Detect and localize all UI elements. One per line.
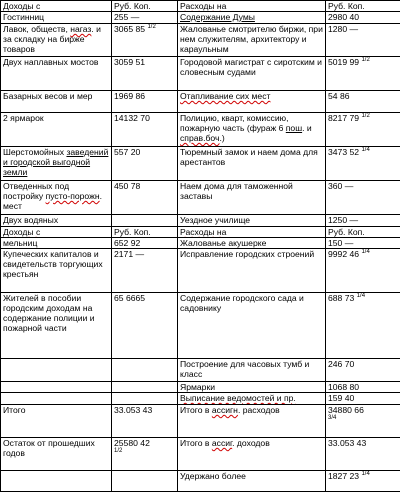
expense-item: Удержано более: [178, 471, 326, 492]
expense-item: Исправление городских строений: [178, 249, 326, 293]
expense-item: Отапливание сих мест: [178, 91, 326, 113]
income-item: Лавок, обществ, нагаз. и за складку на бирже товаров: [1, 24, 112, 57]
table-row: [1, 57, 400, 91]
income-unit-header: Руб. Коп.: [112, 1, 178, 12]
table-row: [1, 438, 400, 471]
income-value: 33.053 43: [112, 405, 178, 438]
income-item: мельниц: [1, 238, 112, 249]
income-value: [112, 471, 178, 492]
table-row: [1, 249, 400, 293]
income-value: [112, 359, 178, 382]
table-row: [1, 113, 400, 147]
expense-value: 1280 —: [326, 24, 400, 57]
expense-value: 2980 40: [326, 12, 400, 24]
income-value: 2171 —: [112, 249, 178, 293]
table-header-row: [1, 227, 400, 238]
table-row: [1, 91, 400, 113]
income-value: [112, 215, 178, 227]
table-header-row: [1, 1, 400, 12]
expense-item: Итого в ассиг. доходов: [178, 438, 326, 471]
income-item: [1, 359, 112, 382]
income-item: [1, 471, 112, 492]
income-item: Двух наплавных мостов: [1, 57, 112, 91]
expense-item: Построение для часовых тумб и класс: [178, 359, 326, 382]
table-row: [1, 293, 400, 359]
expense-value: 246 70: [326, 359, 400, 382]
expense-item: Полицию, кварт, комиссию, пожарную часть (фураж 6 пош. и справ.боч.): [178, 113, 326, 147]
table-row: [1, 393, 400, 405]
expense-value: 54 86: [326, 91, 400, 113]
expense-value: 3473 52 $^{1/4}$: [326, 147, 400, 181]
expense-value: 33.053 43: [326, 438, 400, 471]
expense-item: Наем дома для таможенной заставы: [178, 181, 326, 215]
expense-item: Выписание ведомостей и пр.: [178, 393, 326, 405]
table-row: [1, 12, 400, 24]
expense-value: 150 —: [326, 238, 400, 249]
expense-item: Жалованье акушерке: [178, 238, 326, 249]
table-row: [1, 382, 400, 393]
income-value: 1969 86: [112, 91, 178, 113]
income-value: 557 20: [112, 147, 178, 181]
expense-unit-header: Руб. Коп.: [326, 1, 400, 12]
expense-value: 360 —: [326, 181, 400, 215]
table-row: [1, 24, 400, 57]
income-item: Отведенных под постройку пусто-порожн. мест: [1, 181, 112, 215]
income-value: 65 6665: [112, 293, 178, 359]
expense-item: Жалованье смотрителю биржи, при нем служителям, архитектору и караульным: [178, 24, 326, 57]
table-row: [1, 147, 400, 181]
expense-value: 1250 —: [326, 215, 400, 227]
table-row: [1, 215, 400, 227]
income-value: [112, 393, 178, 405]
income-value: 3059 51: [112, 57, 178, 91]
expense-value: 1827 23 $^{1/4}$: [326, 471, 400, 492]
expense-item: Городовой магистрат с сиротским и словесным судами: [178, 57, 326, 91]
income-value: 652 92: [112, 238, 178, 249]
income-item: [1, 382, 112, 393]
income-item: [1, 393, 112, 405]
expense-unit-header: Руб. Коп.: [326, 227, 400, 238]
expense-value: 9992 46 $^{1/4}$: [326, 249, 400, 293]
expense-item: Ярмарки: [178, 382, 326, 393]
expense-header: Расходы на: [178, 1, 326, 12]
expense-value: 1068 80: [326, 382, 400, 393]
income-item: Остаток от прошедших годов: [1, 438, 112, 471]
income-value: [112, 382, 178, 393]
income-value: 450 78: [112, 181, 178, 215]
income-header: Доходы с: [1, 1, 112, 12]
income-item: 2 ярмарок: [1, 113, 112, 147]
income-item: Шерстомойных заведений и городской выгодной земли: [1, 147, 112, 181]
income-item: Двух водяных: [1, 215, 112, 227]
income-value: 14132 70: [112, 113, 178, 147]
table-row: [1, 238, 400, 249]
income-value: 3065 85 $^{1/2}$: [112, 24, 178, 57]
expense-value: 688 73 $^{1/4}$: [326, 293, 400, 359]
table-row: [1, 471, 400, 492]
income-item: Гостинниц: [1, 12, 112, 24]
expense-item: Итого в ассигн. расходов: [178, 405, 326, 438]
income-value: 25580 42 $^{1/2}$: [112, 438, 178, 471]
expense-value: 159 40: [326, 393, 400, 405]
income-item: Купеческих капиталов и свидетельств торгующих крестьян: [1, 249, 112, 293]
income-item: Базарных весов и мер: [1, 91, 112, 113]
expense-value: 34880 66 $^{3/4}$: [326, 405, 400, 438]
expense-item: Содержание Думы: [178, 12, 326, 24]
table-row: [1, 359, 400, 382]
expense-value: 5019 99 $^{1/2}$: [326, 57, 400, 91]
table-row: [1, 181, 400, 215]
income-item: Итого: [1, 405, 112, 438]
expense-item: Уездное училище: [178, 215, 326, 227]
income-unit-header: Руб. Коп.: [112, 227, 178, 238]
expense-item: Содержание городского сада и садовнику: [178, 293, 326, 359]
table-row: [1, 405, 400, 438]
expense-item: Тюремный замок и наем дома для арестантов: [178, 147, 326, 181]
income-item: Жителей в пособии городским доходам на содержание полиции и пожарной части: [1, 293, 112, 359]
income-value: 255 —: [112, 12, 178, 24]
income-header: Доходы с: [1, 227, 112, 238]
expense-value: 8217 79 $^{1/2}$: [326, 113, 400, 147]
expense-header: Расходы на: [178, 227, 326, 238]
